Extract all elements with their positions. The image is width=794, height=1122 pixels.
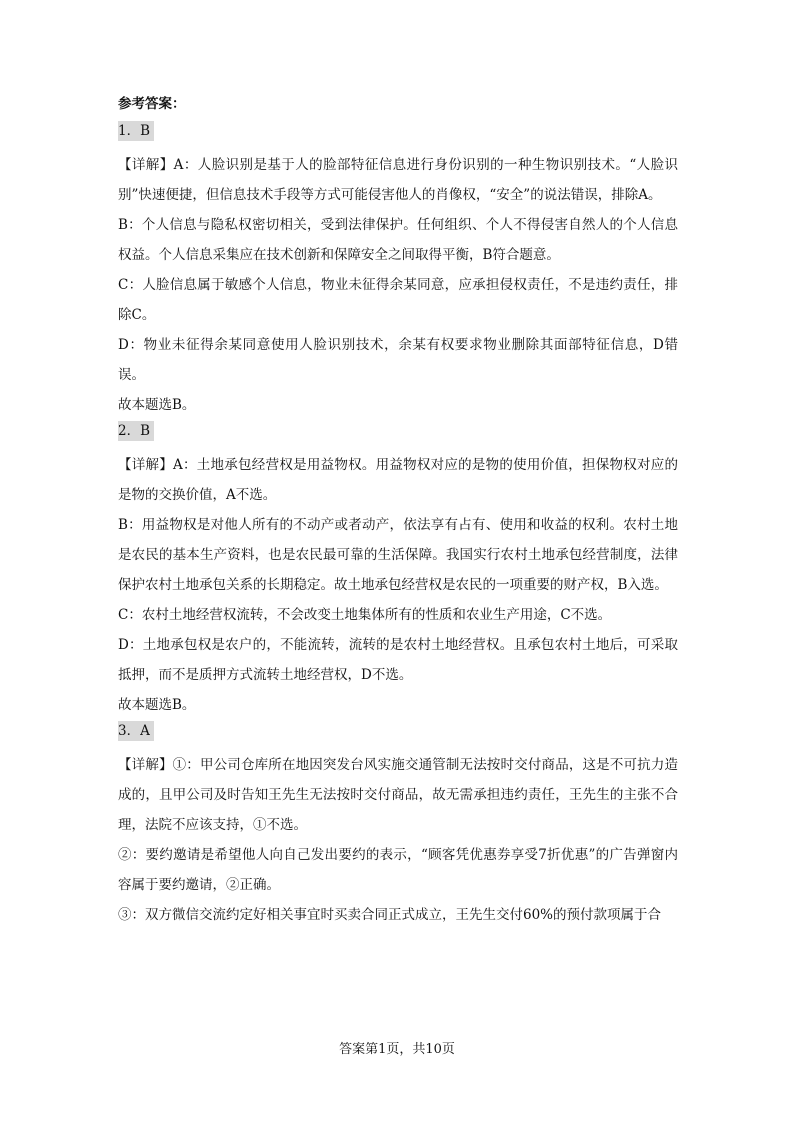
- answer-content: [118, 94, 678, 930]
- question-block-1: [118, 120, 678, 420]
- answer-title: 参考答案：: [118, 96, 186, 112]
- explanation-paragraph: 【详解】①：甲公司仓库所在地因突发台风实施交通管制无法按时交付商品，这是不可抗力造成的，且甲公司及时告知王先生无法按时交付商品，故无需承担违约责任，王先生的主张不合理，法院不应该支持，①不选。: [118, 757, 678, 833]
- explanation-paragraph: D：物业未征得余某同意使用人脸识别技术，余某有权要求物业删除其面部特征信息，D错误。: [118, 337, 678, 383]
- question-number: 3．A: [118, 721, 154, 741]
- conclusion-paragraph: 故本题选B。: [118, 697, 196, 713]
- question-block-2: [118, 420, 678, 720]
- page-footer: 答案第1页，共10页: [339, 1042, 455, 1057]
- explanation-paragraph: ②：要约邀请是希望他人向自己发出要约的表示，“顾客凭优惠券享受7折优惠”的广告弹窗内容属于要约邀请，②正确。: [118, 847, 678, 893]
- question-block-3: [118, 720, 678, 930]
- explanation-paragraph: C：人脸信息属于敏感个人信息，物业未征得余某同意，应承担侵权责任，不是违约责任，排除C。: [118, 277, 678, 323]
- conclusion-paragraph: 故本题选B。: [118, 397, 196, 413]
- question-number: 2．B: [118, 421, 154, 441]
- explanation-paragraph: C：农村土地经营权流转，不会改变土地集体所有的性质和农业生产用途，C不选。: [118, 607, 612, 623]
- explanation-paragraph: 【详解】A：人脸识别是基于人的脸部特征信息进行身份识别的一种生物识别技术。“人脸识别”快速便捷，但信息技术手段等方式可能侵害他人的肖像权，“安全”的说法错误，排除A。: [118, 157, 678, 203]
- explanation-paragraph: 【详解】A：土地承包经营权是用益物权。用益物权对应的是物的使用价值，担保物权对应的是物的交换价值，A不选。: [118, 457, 678, 503]
- explanation-paragraph: D：土地承包权是农户的，不能流转，流转的是农村土地经营权。且承包农村土地后，可采取抵押，而不是质押方式流转土地经营权，D不选。: [118, 637, 678, 683]
- explanation-paragraph: B：用益物权是对他人所有的不动产或者动产，依法享有占有、使用和收益的权利。农村土地是农民的基本生产资料，也是农民最可靠的生活保障。我国实行农村土地承包经营制度，法律保护农村土地承包关系的长期稳定。故土地承包经营权是农民的一项重要的财产权，B入选。: [118, 517, 678, 593]
- question-number: 1．B: [118, 121, 154, 141]
- explanation-paragraph: ③：双方微信交流约定好相关事宜时买卖合同正式成立，王先生交付60%的预付款项属于合: [118, 907, 662, 923]
- explanation-paragraph: B：个人信息与隐私权密切相关，受到法律保护。任何组织、个人不得侵害自然人的个人信息权益。个人信息采集应在技术创新和保障安全之间取得平衡，B符合题意。: [118, 217, 678, 263]
